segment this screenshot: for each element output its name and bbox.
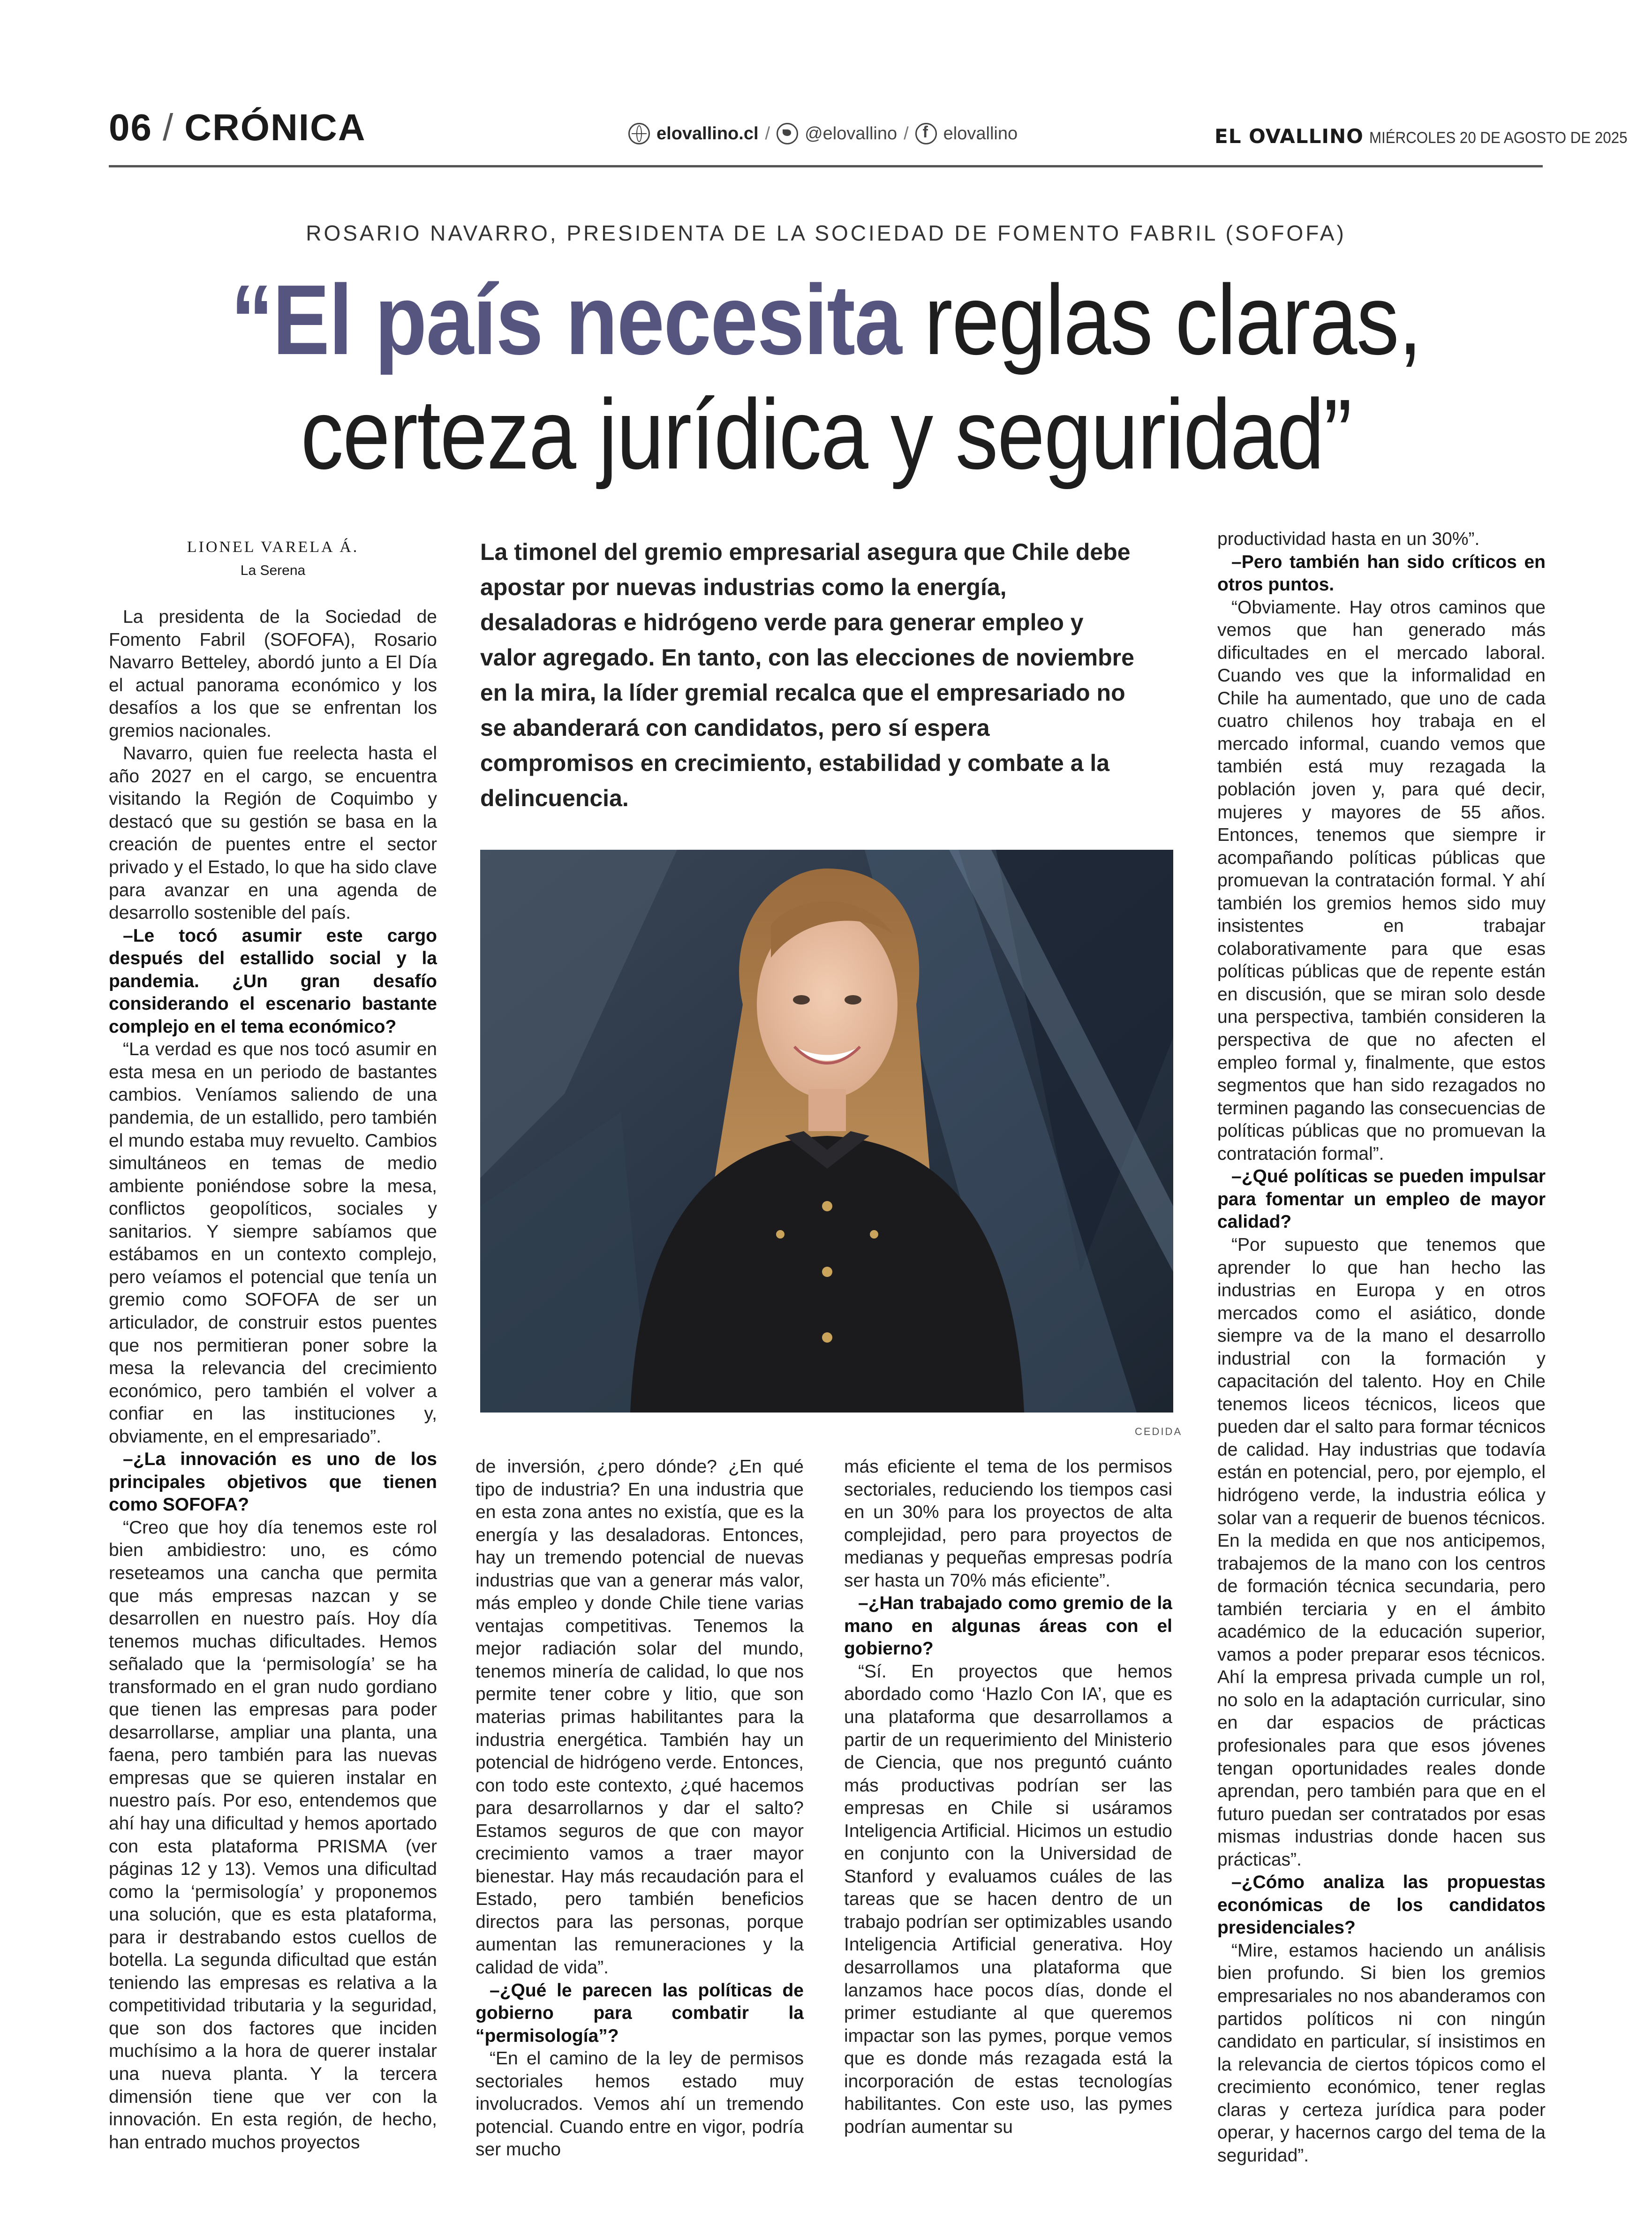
body-column-4	[1217, 528, 1546, 2167]
body-paragraph: de inversión, ¿pero dónde? ¿En qué tipo de industria? En una industria que en esta zona antes no existía, que es la energía y las desaladoras. Entonces, hay un tremendo potencial de nuevas industrias que van a generar más valor, más empleo y donde Chile tiene varias ventajas competitivas. Tenemos la mejor radiación solar del mundo, tenemos minería de calidad, lo que nos permite tener cobre y litio, que son materias primas habilitantes para la industria energética. También hay un potencial de hidrógeno verde. Entonces, con todo este contexto, ¿qué hacemos para desarrollarnos y dar el salto? Estamos seguros de que con mayor crecimiento vamos a traer mayor bienestar. Hay más recaudación para el Estado, pero también beneficios directos para las personas, porque aumentan las remuneraciones y la calidad de vida”.	[475, 1457, 804, 1978]
separator: /	[765, 123, 770, 144]
twitter-handle[interactable]: @elovallino	[805, 123, 898, 144]
header-slash: /	[162, 106, 174, 148]
author-byline: LIONEL VARELA Á.	[187, 538, 359, 556]
newspaper-name: EL OVALLINO	[1214, 125, 1364, 148]
interview-question: –¿Qué le parecen las políticas de gobierno para combatir la “permisología”?	[475, 1980, 804, 2046]
interview-question: –Pero también han sido críticos en otros puntos.	[1217, 551, 1546, 595]
body-column-1	[109, 606, 437, 2154]
body-paragraph: más eficiente el tema de los permisos sectoriales, reduciendo los tiempos casi en un 30% para los proyectos de alta complejidad, pero para proyectos de medianas y pequeñas empresas podría ser hasta un 70% más eficiente”.	[844, 1457, 1172, 1591]
separator: /	[904, 123, 909, 144]
body-paragraph: “La verdad es que nos tocó asumir en esta mesa en un periodo de bastantes cambios. Veníamos saliendo de una pandemia, de un estallido, pero también el mundo estaba muy revuelto. Cambios simultáneos en temas de medio ambiente poniéndose sobre la mesa, conflictos geopolíticos, sociales y sanitarios. Y siempre sabíamos que estábamos en un contexto complejo, pero veíamos el potencial que tenía un gremio como SOFOFA de ser un articulador, de construir estos puentes que nos permitieran poner sobre la mesa la relevancia del crecimiento económico, pero también el volver a confiar en las instituciones y, obviamente, en el empresariado”.	[109, 1039, 437, 1447]
header-divider	[109, 165, 1543, 167]
headline-line-2: certeza jurídica y seguridad”	[301, 378, 1351, 490]
page-number: 06	[109, 106, 152, 148]
headline-accent: “El país necesita	[230, 264, 901, 375]
article-lead: La timonel del gremio empresarial asegura que Chile debe apostar por nuevas industrias como la energía, desaladoras e hidrógeno verde para generar empleo y valor agregado. En tanto, con las elecciones de noviembre en la mira, la líder gremial recalca que el empresariado no se abanderará con candidatos, pero sí espera compromisos en crecimiento, estabilidad y combate a la delincuencia.	[480, 539, 1134, 811]
body-paragraph: “Obviamente. Hay otros caminos que vemos que han generado más dificultades en el mercado laboral. Cuando ves que la informalidad en Chile ha aumentado, que uno de cada cuatro chilenos hoy trabaja en el mercado informal, cuando vemos que también está muy rezagada la población joven y, para qué decir, mujeres y mayores de 55 años. Entonces, tenemos que siempre ir acompañando políticas públicas que promuevan la contratación formal. Y ahí también los gremios hemos sido muy insistentes en trabajar colaborativamente para que esas políticas públicas que de repente están en discusión, que se miran solo desde una perspectiva, también consideren la perspectiva de que no afecten el empleo formal y, finalmente, que estos segmentos que han sido rezagados no terminen pagando las consecuencias de políticas públicas que no promuevan la contratación formal”.	[1217, 597, 1546, 1164]
body-paragraph: La presidenta de la Sociedad de Fomento Fabril (SOFOFA), Rosario Navarro Betteley, abordó junto a El Día el actual panorama económico y los desafíos a los que se enfrentan los gremios nacionales.	[109, 607, 437, 741]
interview-question: –¿Qué políticas se pueden impulsar para fomentar un empleo de mayor calidad?	[1217, 1166, 1546, 1232]
body-paragraph: Navarro, quien fue reelecta hasta el año 2027 en el cargo, se encuentra visitando la Región de Coquimbo y destacó que su gestión se basa en la creación de puentes entre el sector privado y el Estado, lo que ha sido clave para avanzar en una agenda de desarrollo sostenible del país.	[109, 743, 437, 923]
headline-line-1	[116, 263, 1537, 377]
article-headline	[0, 263, 1652, 491]
section-name: CRÓNICA	[184, 106, 366, 148]
body-paragraph: “En el camino de la ley de permisos sectoriales hemos estado muy involucrados. Vemos ahí un tremendo potencial. Cuando entre en vigor, podría ser mucho	[475, 2048, 804, 2160]
body-paragraph: “Por supuesto que tenemos que aprender lo que han hecho las industrias en Europa y en otros mercados como el asiático, donde siempre va de la mano el desarrollo industrial con la formación y capacitación del talento. Hoy en Chile tenemos liceos técnicos, liceos que pueden dar el salto para formar técnicos de calidad. Hay industrias que todavía están en potencial, pero, por ejemplo, el hidrógeno verde, la industria eólica y solar van a requerir de buenos técnicos. En la medida en que nos anticipemos, trabajemos de la mano con los centros de formación técnica secundaria, pero también terciaria y en el ámbito académico de la educación superior, vamos a poder preparar esos técnicos. Ahí la empresa privada cumple un rol, no solo en la adaptación curricular, sino en dar espacios de prácticas profesionales para que esos jóvenes tengan oportunidades reales donde aprendan, pero también para que en el futuro puedan ser contratados por esas mismas industrias donde hacen sus prácticas”.	[1217, 1234, 1546, 1870]
interview-question: –¿Cómo analiza las propuestas económicas de los candidatos presidenciales?	[1217, 1872, 1546, 1938]
dateline-location: La Serena	[240, 563, 306, 578]
social-links	[628, 123, 1018, 144]
interview-question: –¿Han trabajado como gremio de la mano en algunas áreas con el gobierno?	[844, 1593, 1172, 1659]
portrait-illustration	[480, 850, 1173, 1413]
website-link[interactable]: elovallino.cl	[656, 123, 759, 144]
portrait-photo	[480, 850, 1173, 1413]
page-section-header	[109, 106, 366, 149]
issue-date: MIÉRCOLES 20 DE AGOSTO DE 2025	[1369, 129, 1628, 147]
body-paragraph: “Mire, estamos haciendo un análisis bien profundo. Si bien los gremios empresariales no nos abanderamos con partidos políticos ni con ningún candidato en particular, sí insistimos en la relevancia de ciertos tópicos como el crecimiento económico, tener reglas claras y certeza jurídica para poder operar, y hacernos cargo del tema de la seguridad”.	[1217, 1940, 1546, 2166]
interview-question: –¿La innovación es uno de los principales objetivos que tienen como SOFOFA?	[109, 1449, 437, 1515]
body-column-3	[844, 1456, 1172, 2138]
article-kicker: ROSARIO NAVARRO, PRESIDENTA DE LA SOCIEDAD DE FOMENTO FABRIL (SOFOFA)	[306, 221, 1346, 245]
facebook-handle[interactable]: elovallino	[943, 123, 1018, 144]
interview-question: –Le tocó asumir este cargo después del estallido social y la pandemia. ¿Un gran desafío considerando el escenario bastante complejo en el tema económico?	[109, 925, 437, 1037]
photo-credit: CEDIDA	[1135, 1426, 1183, 1437]
body-paragraph: “Creo que hoy día tenemos este rol bien ambidiestro: uno, es cómo reseteamos una cancha que permita que más empresas nazcan y se desarrollen en nuestro país. Hoy día tenemos muchas dificultades. Hemos señalado que la ‘permisología’ se ha transformado en el gran nudo gordiano que tienen las empresas para poder desarrollarse, ampliar una planta, una faena, pero también para las nuevas empresas que se quieren instalar en nuestro país. Por eso, entendemos que ahí hay una dificultad y hemos aportado con esta plataforma PRISMA (ver páginas 12 y 13). Vemos una dificultad como la ‘permisología’ y proponemos una solución, que es esta plataforma, para ir destrabando estos cuellos de botella. La segunda dificultad que están teniendo las empresas es relativa a la competitividad tributaria y la seguridad, que son dos factores que inciden muchísimo a la hora de querer instalar una nueva planta. Y la tercera dimensión tiene que ver con la innovación. En esta región, de hecho, han entrado muchos proyectos	[109, 1517, 437, 2153]
body-column-2	[475, 1456, 804, 2161]
facebook-icon	[915, 123, 937, 144]
headline-rest: reglas claras,	[901, 264, 1422, 375]
body-paragraph: “Sí. En proyectos que hemos abordado como ‘Hazlo Con IA’, que es una plataforma que desarrollamos a partir de un requerimiento del Ministerio de Ciencia, que nos preguntó cuánto más productivas podrían ser las empresas en Chile si usáramos Inteligencia Artificial. Hicimos un estudio en conjunto con la Universidad de Stanford y evaluamos cuáles de las tareas que se hacen dentro de un trabajo podrían ser optimizables usando Inteligencia Artificial generativa. Hoy desarrollamos una plataforma que lanzamos hace pocos días, donde el primer estudiante al que queremos impactar son las pymes, porque vemos que es donde más rezagada está la incorporación de estas tecnologías habilitantes. Con este uso, las pymes podrían aumentar su	[844, 1661, 1172, 2137]
twitter-icon	[777, 123, 798, 144]
body-paragraph: productividad hasta en un 30%”.	[1217, 529, 1480, 549]
newspaper-masthead	[1214, 125, 1650, 148]
globe-icon	[628, 123, 650, 144]
